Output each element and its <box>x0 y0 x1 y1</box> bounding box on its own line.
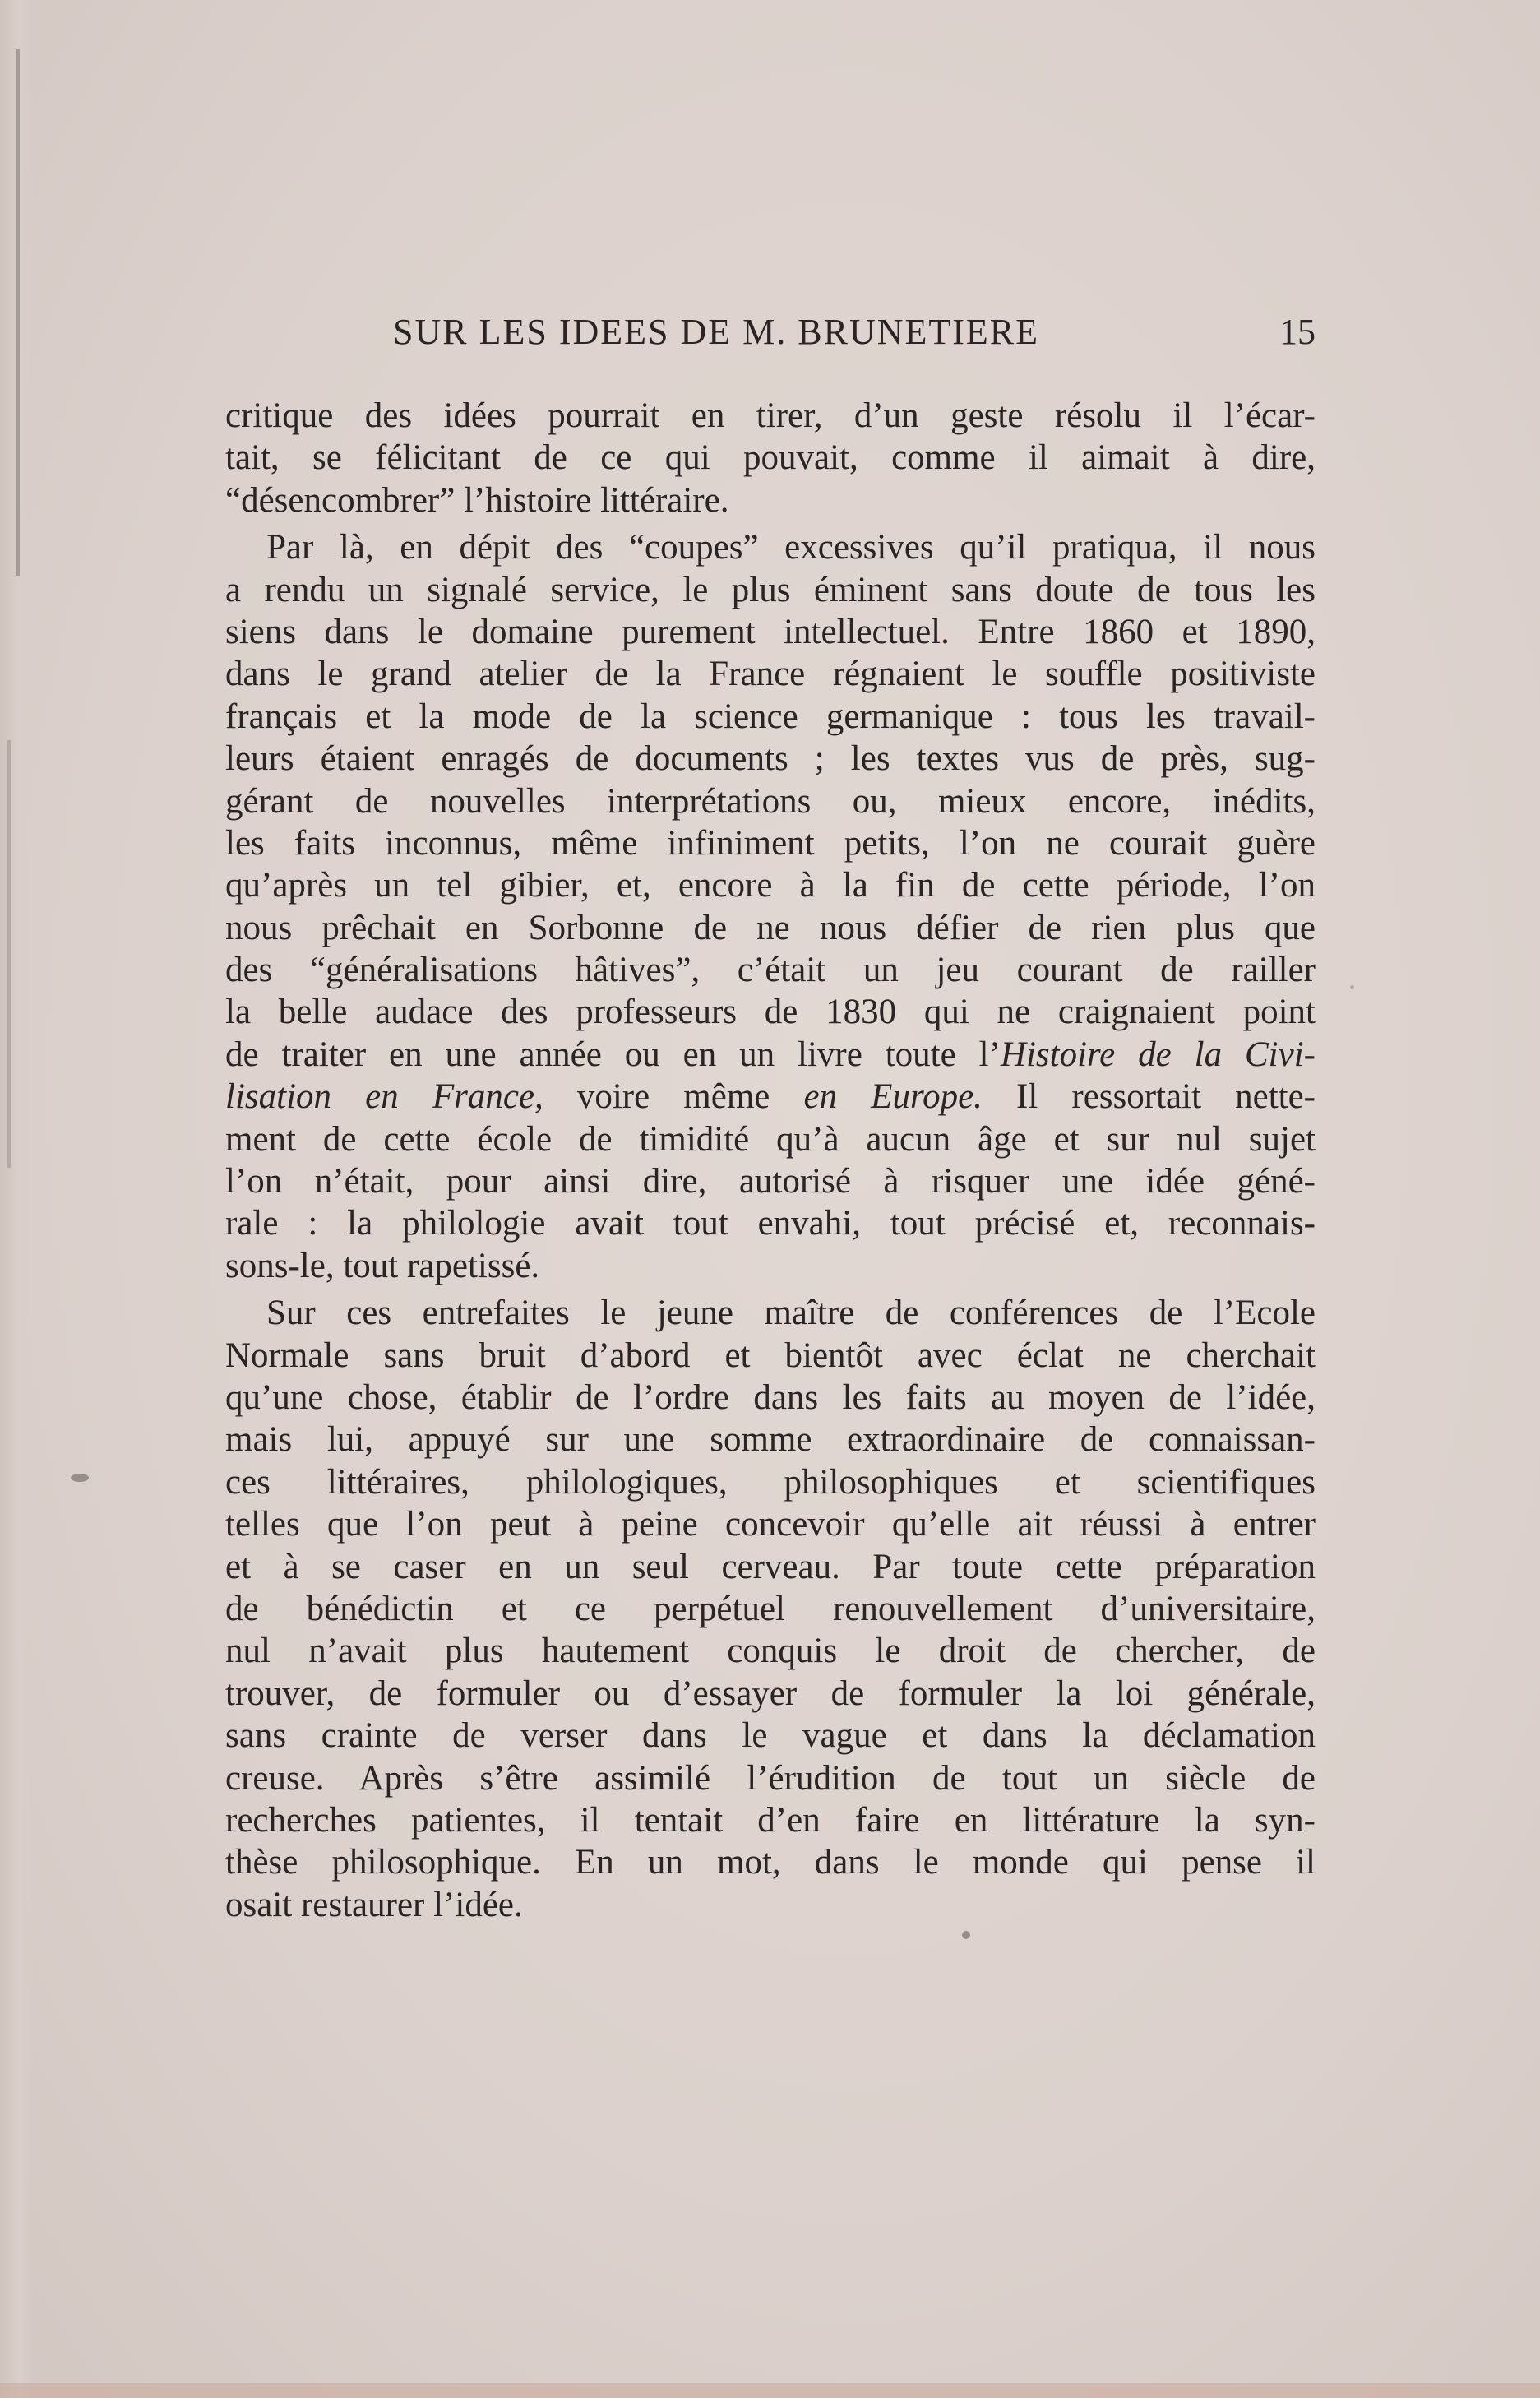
text-line: et à se caser en un seul cerveau. Par toute cette préparation <box>225 1547 1316 1586</box>
text-line: français et la mode de la science germanique : tous les travail- <box>225 697 1316 736</box>
text-line: de bénédictin et ce perpétuel renouvellement d’universitaire, <box>225 1589 1316 1628</box>
italic-title-run: lisation en France, <box>225 1077 543 1117</box>
text-run: de traiter en une année ou en un livre toute l’ <box>225 1035 1001 1074</box>
page-number: 15 <box>1279 312 1316 352</box>
text-line: ment de cette école de timidité qu’à aucun âge et sur nul sujet <box>225 1119 1316 1159</box>
text-line: qu’après un tel gibier, et, encore à la fin de cette période, l’on <box>225 866 1316 905</box>
text-line-with-italic <box>225 1076 1316 1118</box>
text-line: des “généralisations hâtives”, c’était un jeu courant de railler <box>225 951 1316 990</box>
text-line: osait restaurer l’idée. <box>225 1885 523 1924</box>
text-line: l’on n’était, pour ainsi dire, autorisé à risquer une idée géné- <box>225 1162 1316 1201</box>
text-line: Sur ces entrefaites le jeune maître de conférences de l’Ecole <box>266 1294 1316 1333</box>
text-line: siens dans le domaine purement intellectuel. Entre 1860 et 1890, <box>225 612 1316 651</box>
text-line: sons-le, tout rapetissé. <box>225 1246 540 1285</box>
paper-speck <box>1350 985 1354 989</box>
text-line: a rendu un signalé service, le plus éminent sans doute de tous les <box>225 570 1316 609</box>
text-line: ces littéraires, philologiques, philosophiques et scientifiques <box>225 1462 1316 1502</box>
text-line: dans le grand atelier de la France régnaient le souffle positiviste <box>225 655 1316 694</box>
text-line: mais lui, appuyé sur une somme extraordinaire de connaissan- <box>225 1420 1316 1460</box>
text-line: rale : la philologie avait tout envahi, tout précisé et, reconnais- <box>225 1204 1316 1243</box>
text-line: recherches patientes, il tentait d’en faire en littérature la syn- <box>225 1800 1316 1840</box>
text-line: “désencombrer” l’histoire littéraire. <box>225 480 729 520</box>
text-line: nous prêchait en Sorbonne de ne nous défier de rien plus que <box>225 908 1316 947</box>
italic-title-run: Histoire de la Civi- <box>1000 1035 1316 1074</box>
binding-edge <box>0 0 33 2398</box>
paper-speck <box>71 1474 89 1482</box>
binding-shadow-mark <box>16 49 20 576</box>
text-line: gérant de nouvelles interprétations ou, mieux encore, inédits, <box>225 781 1316 821</box>
text-line-with-italic <box>225 1034 1316 1076</box>
page-header <box>393 311 1316 360</box>
paper-speck <box>962 1931 970 1939</box>
text-line: creuse. Après s’être assimilé l’érudition de tout un siècle de <box>225 1758 1316 1798</box>
text-run: voire même <box>543 1077 804 1117</box>
text-line: leurs étaient enragés de documents ; les textes vus de près, sug- <box>225 739 1316 779</box>
text-line: Normale sans bruit d’abord et bientôt avec éclat ne cherchait <box>225 1336 1316 1375</box>
text-line: qu’une chose, établir de l’ordre dans les faits au moyen de l’idée, <box>225 1377 1316 1417</box>
text-line: tait, se félicitant de ce qui pouvait, comme il aimait à dire, <box>225 438 1316 478</box>
binding-shadow-mark <box>7 740 11 1168</box>
text-line: Par là, en dépit des “coupes” excessives qu’il pratiqua, il nous <box>266 528 1316 567</box>
text-line: critique des idées pourrait en tirer, d’un geste résolu il l’écar- <box>225 396 1316 435</box>
page-bottom-edge <box>0 2383 1540 2398</box>
text-line: thèse philosophique. En un mot, dans le monde qui pense il <box>225 1843 1316 1882</box>
text-line: telles que l’on peut à peine concevoir qu’elle ait réussi à entrer <box>225 1505 1316 1544</box>
text-run: Il ressortait nette- <box>982 1077 1316 1117</box>
text-line: sans crainte de verser dans le vague et dans la déclamation <box>225 1716 1316 1756</box>
running-head: SUR LES IDEES DE M. BRUNETIERE <box>393 312 1039 352</box>
text-line: les faits inconnus, même infiniment petits, l’on ne courait guère <box>225 823 1316 863</box>
body-text <box>225 395 1316 1926</box>
text-line: la belle audace des professeurs de 1830 qui ne craignaient point <box>225 993 1316 1032</box>
text-line: trouver, de formuler ou d’essayer de formuler la loi générale, <box>225 1674 1316 1713</box>
text-line: nul n’avait plus hautement conquis le droit de chercher, de <box>225 1632 1316 1671</box>
italic-run: en Europe. <box>803 1077 983 1117</box>
